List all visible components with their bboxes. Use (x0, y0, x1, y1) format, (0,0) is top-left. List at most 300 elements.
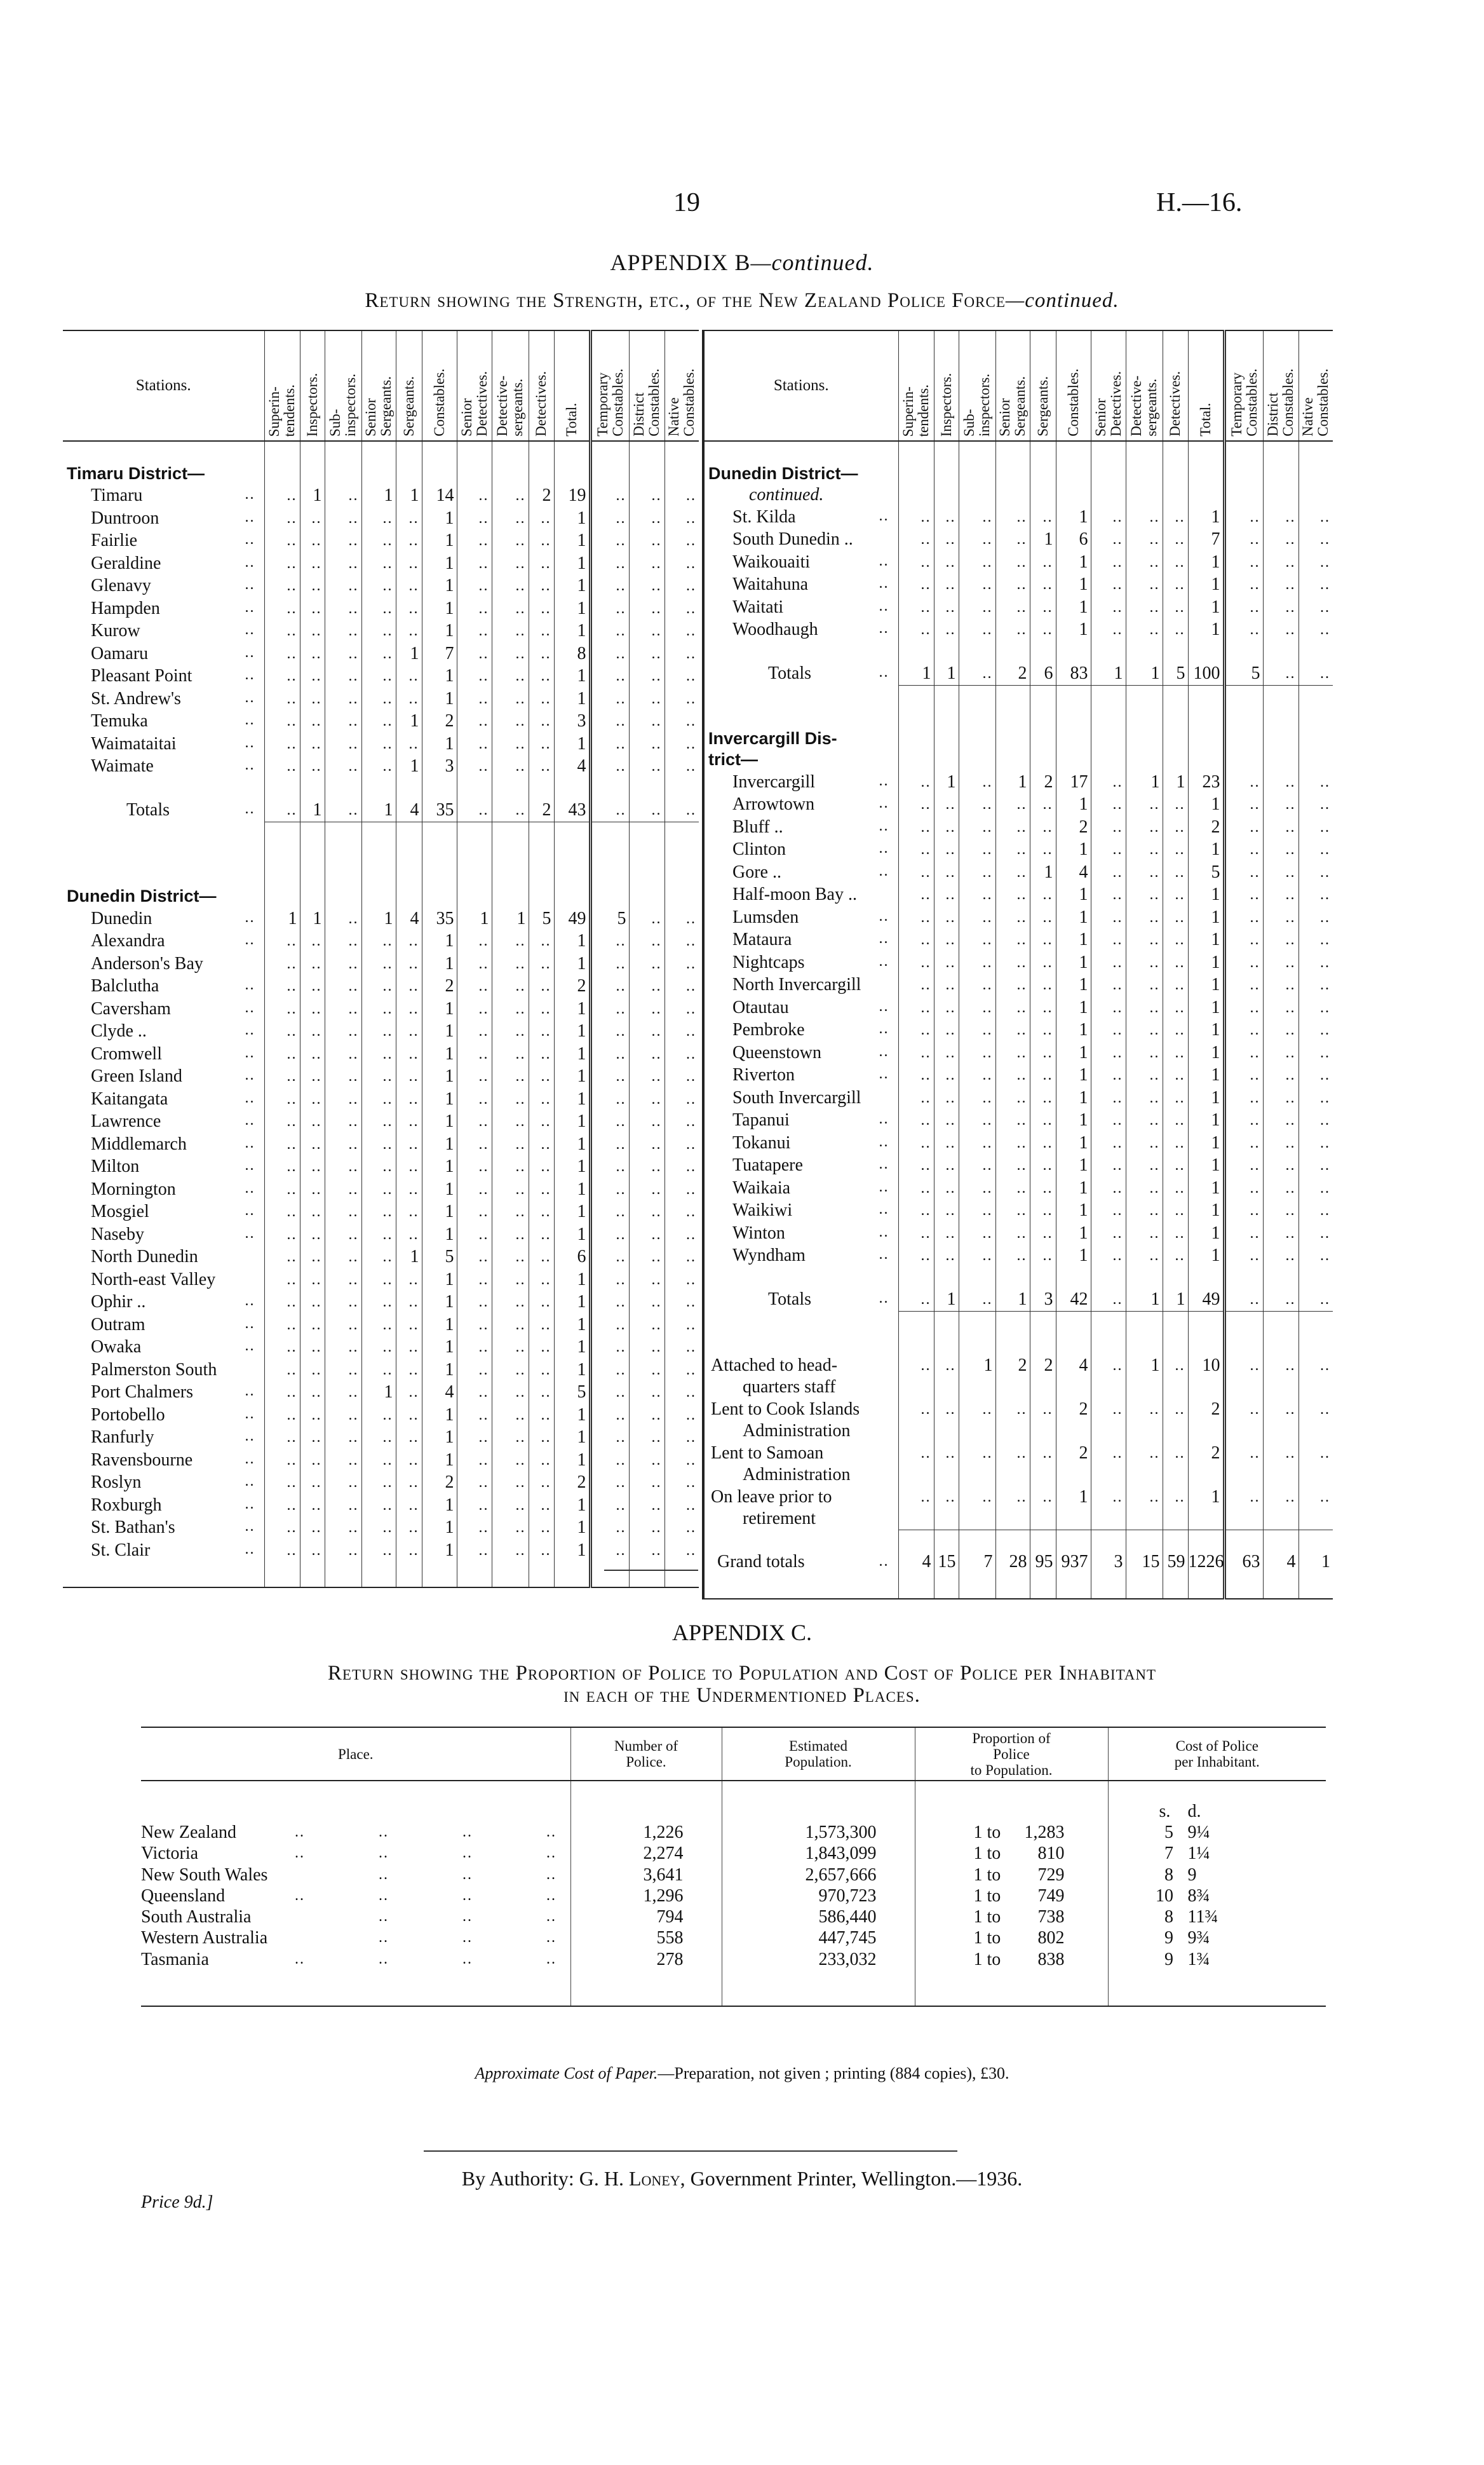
empty-value: .. (651, 1451, 662, 1469)
value-cell (325, 1065, 361, 1088)
value-cell (664, 529, 699, 552)
empty-value: .. (478, 713, 489, 730)
value-cell (934, 484, 959, 506)
value-cell (1126, 528, 1163, 551)
value-cell: 1 (422, 1133, 457, 1156)
station-label: Kaitangata (91, 1089, 168, 1109)
empty-value: .. (311, 1204, 322, 1220)
value-cell: 19 (554, 484, 590, 507)
station-label: trict— (708, 750, 759, 769)
value-cell (1091, 883, 1126, 906)
shillings: 8 (1164, 1864, 1173, 1885)
spacer (664, 1561, 699, 1587)
empty-value: .. (408, 1271, 419, 1288)
empty-value: .. (1175, 841, 1185, 858)
station-label: Owaka (91, 1337, 142, 1357)
empty-value: .. (1320, 1202, 1330, 1219)
value-cell (396, 886, 422, 907)
value-cell (995, 1042, 1030, 1064)
empty-value: .. (686, 1000, 696, 1017)
proportion (915, 1843, 1108, 1864)
empty-value: .. (478, 510, 489, 527)
empty-value: .. (382, 1158, 393, 1175)
spacer (1298, 1333, 1333, 1354)
value-cell: 1 (554, 1494, 590, 1517)
value-cell: 1 (361, 799, 396, 822)
spacer (934, 441, 959, 463)
empty-value: .. (515, 1113, 526, 1130)
spacer-row (703, 1573, 1333, 1599)
value-cell (1263, 793, 1298, 816)
column-header-label: Detective- sergeants. (494, 376, 525, 437)
empty-value: .. (1285, 621, 1296, 638)
value-cell (457, 665, 492, 688)
empty-value: .. (408, 955, 419, 972)
value-cell (300, 953, 325, 975)
value-cell (325, 1359, 361, 1382)
document-reference: H.—16. (1156, 188, 1243, 217)
leader-dots: .. (245, 1225, 255, 1242)
estimated-population: 233,032 (722, 1949, 915, 1970)
spacer-row (703, 441, 1333, 463)
value-cell (264, 642, 300, 665)
empty-value: .. (1285, 841, 1296, 858)
value-cell (396, 529, 422, 552)
empty-value: .. (1250, 1357, 1260, 1374)
empty-value: .. (982, 508, 993, 526)
value-cell: 1 (554, 1539, 590, 1562)
spacer (934, 685, 959, 707)
empty-value: .. (945, 932, 956, 948)
value-cell (264, 1516, 300, 1539)
value-cell (1298, 662, 1333, 685)
empty-value: .. (287, 1271, 297, 1288)
value-cell: 7 (1188, 528, 1224, 551)
value-cell (264, 620, 300, 642)
empty-value: .. (408, 1542, 419, 1559)
table-row (141, 1822, 1326, 1843)
empty-value: .. (1320, 864, 1330, 881)
empty-value: .. (1320, 886, 1330, 903)
station-row (63, 642, 699, 665)
empty-value: .. (408, 1361, 419, 1378)
value-cell: 5 (590, 907, 629, 930)
column-header (396, 330, 422, 441)
station-row (63, 1336, 699, 1359)
station-row (63, 1155, 699, 1178)
value-cell (492, 529, 529, 552)
empty-value: .. (1112, 818, 1123, 836)
value-cell (1298, 838, 1333, 861)
value-cell: 1 (1188, 1019, 1224, 1042)
spacer (396, 843, 422, 865)
value-cell (300, 1178, 325, 1201)
value-cell: 28 (995, 1551, 1030, 1573)
empty-value: .. (651, 1023, 662, 1040)
value-cell (629, 1404, 664, 1427)
value-cell (264, 597, 300, 620)
value-cell (325, 1020, 361, 1043)
spacer (63, 843, 264, 865)
empty-value: .. (382, 690, 393, 707)
station-label: Dunedin District— (67, 886, 217, 906)
empty-value: .. (382, 1542, 393, 1559)
empty-value: .. (287, 1294, 297, 1310)
empty-value: .. (408, 1158, 419, 1175)
value-cell (995, 816, 1030, 839)
proportion (915, 1949, 1108, 1970)
empty-value: .. (1320, 531, 1330, 548)
value-cell (529, 1155, 554, 1178)
spacer (492, 778, 529, 799)
spacer (554, 441, 590, 463)
empty-value: .. (686, 555, 696, 572)
empty-value: .. (1285, 773, 1296, 791)
value-cell (529, 1020, 554, 1043)
value-cell: 4 (554, 755, 590, 778)
value-cell (264, 574, 300, 597)
leader-dots: .. (245, 531, 255, 548)
value-cell (1030, 463, 1056, 485)
empty-value: .. (921, 999, 931, 1016)
spacer (1030, 707, 1056, 728)
value-cell (995, 1087, 1030, 1110)
value-cell (1298, 1442, 1333, 1465)
empty-value: .. (1320, 508, 1330, 526)
empty-value: .. (616, 955, 626, 972)
station-name (63, 1494, 264, 1517)
empty-value: .. (348, 1429, 359, 1446)
value-cell (1224, 463, 1263, 485)
empty-value: .. (616, 1361, 626, 1378)
value-cell: 3 (422, 755, 457, 778)
value-cell (492, 1200, 529, 1223)
station-label: retirement (743, 1509, 816, 1529)
station-row (703, 573, 1333, 596)
value-cell (995, 1420, 1030, 1442)
station-name (703, 928, 898, 951)
column-header (590, 330, 629, 441)
value-cell (629, 1314, 664, 1336)
value-cell (300, 552, 325, 575)
value-cell: 1 (422, 597, 457, 620)
value-cell (300, 1449, 325, 1472)
value-cell: 2 (529, 484, 554, 507)
value-cell (300, 1381, 325, 1404)
empty-value: .. (616, 645, 626, 662)
value-cell (1224, 1199, 1263, 1222)
value-cell (959, 1508, 995, 1530)
empty-value: .. (541, 1113, 551, 1130)
value-cell (529, 1516, 554, 1539)
empty-value: .. (311, 1249, 322, 1265)
empty-value: .. (921, 1247, 931, 1264)
value-cell (1224, 793, 1263, 816)
place-label: Western Australia (141, 1928, 268, 1948)
value-cell (590, 1088, 629, 1111)
value-cell (629, 1494, 664, 1517)
empty-value: .. (311, 1474, 322, 1491)
empty-value: .. (382, 1429, 393, 1446)
empty-value: .. (945, 977, 956, 993)
value-cell (1263, 1019, 1298, 1042)
empty-value: .. (1285, 665, 1296, 682)
empty-value: .. (1175, 1044, 1185, 1061)
spacer (529, 778, 554, 799)
value-cell (264, 733, 300, 756)
column-header (457, 330, 492, 441)
value-cell (361, 620, 396, 642)
value-cell (1030, 951, 1056, 974)
value-cell (396, 1155, 422, 1178)
value-cell (629, 998, 664, 1021)
district-totals-row (703, 1288, 1333, 1311)
empty-value: .. (515, 623, 526, 639)
value-cell (934, 816, 959, 839)
value-cell (264, 1359, 300, 1382)
empty-value: .. (1285, 886, 1296, 903)
spacer-row (63, 822, 699, 843)
column-header-label: Senior Sergeants. (363, 376, 394, 437)
value-cell (1263, 573, 1298, 596)
empty-value: .. (1149, 909, 1160, 926)
spacer (703, 441, 898, 463)
empty-value: .. (1285, 1044, 1296, 1061)
value-cell (1263, 928, 1298, 951)
place-name (141, 1927, 570, 1948)
value-cell (959, 1042, 995, 1064)
value-cell (995, 974, 1030, 996)
value-cell (361, 755, 396, 778)
value-cell (361, 1314, 396, 1336)
empty-value: .. (1250, 1134, 1260, 1151)
value-cell (1030, 1508, 1056, 1530)
spacer (664, 843, 699, 865)
table-row (141, 1864, 1326, 1885)
spacer (492, 843, 529, 865)
value-cell (1163, 528, 1188, 551)
value-cell (1126, 1087, 1163, 1110)
empty-value: .. (982, 1089, 993, 1106)
value-cell (1298, 596, 1333, 619)
authority-prefix: By Authority: G. H. (461, 2167, 629, 2190)
empty-value: .. (541, 533, 551, 549)
value-cell (325, 1314, 361, 1336)
value-cell (457, 953, 492, 975)
station-name (703, 1064, 898, 1087)
value-cell (1126, 861, 1163, 884)
value-cell (1263, 1354, 1298, 1377)
value-cell (1030, 1064, 1056, 1087)
value-cell (361, 953, 396, 975)
empty-value: .. (686, 1204, 696, 1220)
value-cell (529, 1359, 554, 1382)
empty-value: .. (287, 1181, 297, 1198)
value-cell: 1 (422, 529, 457, 552)
value-cell (1298, 506, 1333, 529)
value-cell (492, 1065, 529, 1088)
station-name (63, 998, 264, 1021)
value-cell (664, 1020, 699, 1043)
empty-value: .. (1112, 1202, 1123, 1219)
station-label: Lent to Cook Islands (711, 1399, 860, 1419)
value-cell: 1 (1056, 1177, 1091, 1200)
empty-value: .. (686, 933, 696, 949)
value-cell (995, 951, 1030, 974)
empty-value: .. (287, 555, 297, 572)
empty-value: .. (1149, 1202, 1160, 1219)
police-population-table (141, 1727, 1326, 2007)
spacer (1188, 641, 1224, 663)
empty-value: .. (1250, 1488, 1260, 1505)
empty-value: .. (616, 623, 626, 639)
column-header (959, 330, 995, 441)
value-cell: 1 (898, 662, 934, 685)
empty-value: .. (348, 713, 359, 730)
empty-value: .. (408, 1384, 419, 1401)
value-cell (995, 1376, 1030, 1398)
empty-value: .. (1042, 886, 1053, 903)
empty-value: .. (1149, 1179, 1160, 1197)
empty-value: .. (616, 510, 626, 527)
empty-value: .. (1149, 999, 1160, 1016)
empty-value: .. (1112, 864, 1123, 881)
empty-value: .. (686, 510, 696, 527)
value-cell: 1 (396, 710, 422, 733)
station-row (703, 1244, 1333, 1267)
proportion-value: 729 (1037, 1864, 1065, 1885)
value-cell (264, 799, 300, 822)
value-cell (934, 749, 959, 771)
value-cell (1091, 1109, 1126, 1132)
column-header-label: Native Constables. (1300, 369, 1332, 437)
value-cell (1056, 1464, 1091, 1486)
value-cell (300, 1246, 325, 1268)
spacer (1188, 1333, 1224, 1354)
cost-per-inhabitant (1108, 1822, 1326, 1843)
empty-value: .. (1112, 796, 1123, 813)
value-cell: 1 (554, 1178, 590, 1201)
value-cell: 1 (1188, 1222, 1224, 1245)
spacer (264, 843, 300, 865)
spacer (995, 707, 1030, 728)
value-cell (361, 1291, 396, 1314)
column-header-label: Total. (563, 403, 579, 437)
empty-value: .. (1320, 553, 1330, 571)
empty-value: .. (1016, 796, 1027, 813)
empty-value: .. (287, 758, 297, 775)
value-cell (590, 1043, 629, 1066)
empty-value: .. (686, 1226, 696, 1243)
value-cell (457, 1516, 492, 1539)
estimated-population: 447,745 (722, 1927, 915, 1948)
value-cell (664, 975, 699, 998)
value-cell (934, 1244, 959, 1267)
empty-value: .. (311, 1113, 322, 1130)
empty-value: .. (616, 1384, 626, 1401)
column-header: Proportion of Police to Population. (915, 1727, 1108, 1781)
spacer (1091, 441, 1126, 463)
empty-value: .. (287, 1519, 297, 1536)
empty-value: .. (616, 1339, 626, 1355)
value-cell: 1 (361, 1381, 396, 1404)
proportion-value: 738 (1037, 1907, 1065, 1927)
value-cell (325, 1246, 361, 1268)
spacer (63, 441, 264, 463)
value-cell (529, 642, 554, 665)
value-cell: 1 (422, 1539, 457, 1562)
station-label: Oamaru (91, 643, 149, 663)
empty-value: .. (311, 1271, 322, 1288)
station-name (703, 883, 898, 906)
value-cell (554, 886, 590, 907)
empty-value: .. (945, 954, 956, 971)
empty-value: .. (348, 758, 359, 775)
spacer (1263, 707, 1298, 728)
value-cell: 1 (1126, 1354, 1163, 1377)
value-cell (1030, 573, 1056, 596)
station-name (703, 1244, 898, 1267)
value-cell: 1 (457, 907, 492, 930)
value-cell (361, 1178, 396, 1201)
value-cell (664, 463, 699, 485)
empty-value: .. (1250, 1157, 1260, 1174)
empty-value: .. (1112, 1247, 1123, 1264)
empty-value: .. (1285, 864, 1296, 881)
empty-value: .. (478, 758, 489, 775)
value-cell (629, 1155, 664, 1178)
value-cell (1263, 816, 1298, 839)
empty-value: .. (1250, 1202, 1260, 1219)
district-totals-row (63, 799, 699, 822)
value-cell (264, 710, 300, 733)
value-cell (629, 1200, 664, 1223)
empty-value: .. (616, 1045, 626, 1063)
value-cell (1263, 551, 1298, 574)
empty-value: .. (1175, 1179, 1185, 1197)
value-cell: 1 (422, 574, 457, 597)
spacer (554, 1561, 590, 1587)
empty-value: .. (651, 668, 662, 684)
value-cell (1030, 974, 1056, 996)
value-cell (300, 529, 325, 552)
empty-value: .. (1175, 621, 1185, 638)
value-cell (457, 886, 492, 907)
empty-value: .. (348, 1090, 359, 1108)
empty-value: .. (348, 802, 359, 818)
leader-dots: .. (879, 1223, 889, 1240)
value-cell (300, 886, 325, 907)
empty-value: .. (945, 599, 956, 616)
station-name (703, 996, 898, 1019)
empty-value: .. (515, 1384, 526, 1401)
value-cell (995, 1199, 1030, 1222)
empty-value: .. (982, 1044, 993, 1061)
value-cell (1030, 838, 1056, 861)
empty-value: .. (1112, 576, 1123, 593)
value-cell (457, 1471, 492, 1494)
proportion (915, 1927, 1108, 1948)
value-cell (590, 755, 629, 778)
value-cell (664, 1178, 699, 1201)
value-cell (1263, 1442, 1298, 1465)
empty-value: .. (1112, 841, 1123, 858)
value-cell (664, 907, 699, 930)
empty-value: .. (408, 933, 419, 949)
value-cell: 1226 (1188, 1552, 1224, 1572)
station-label: Dunedin (91, 908, 152, 928)
empty-value: .. (1112, 1488, 1123, 1505)
